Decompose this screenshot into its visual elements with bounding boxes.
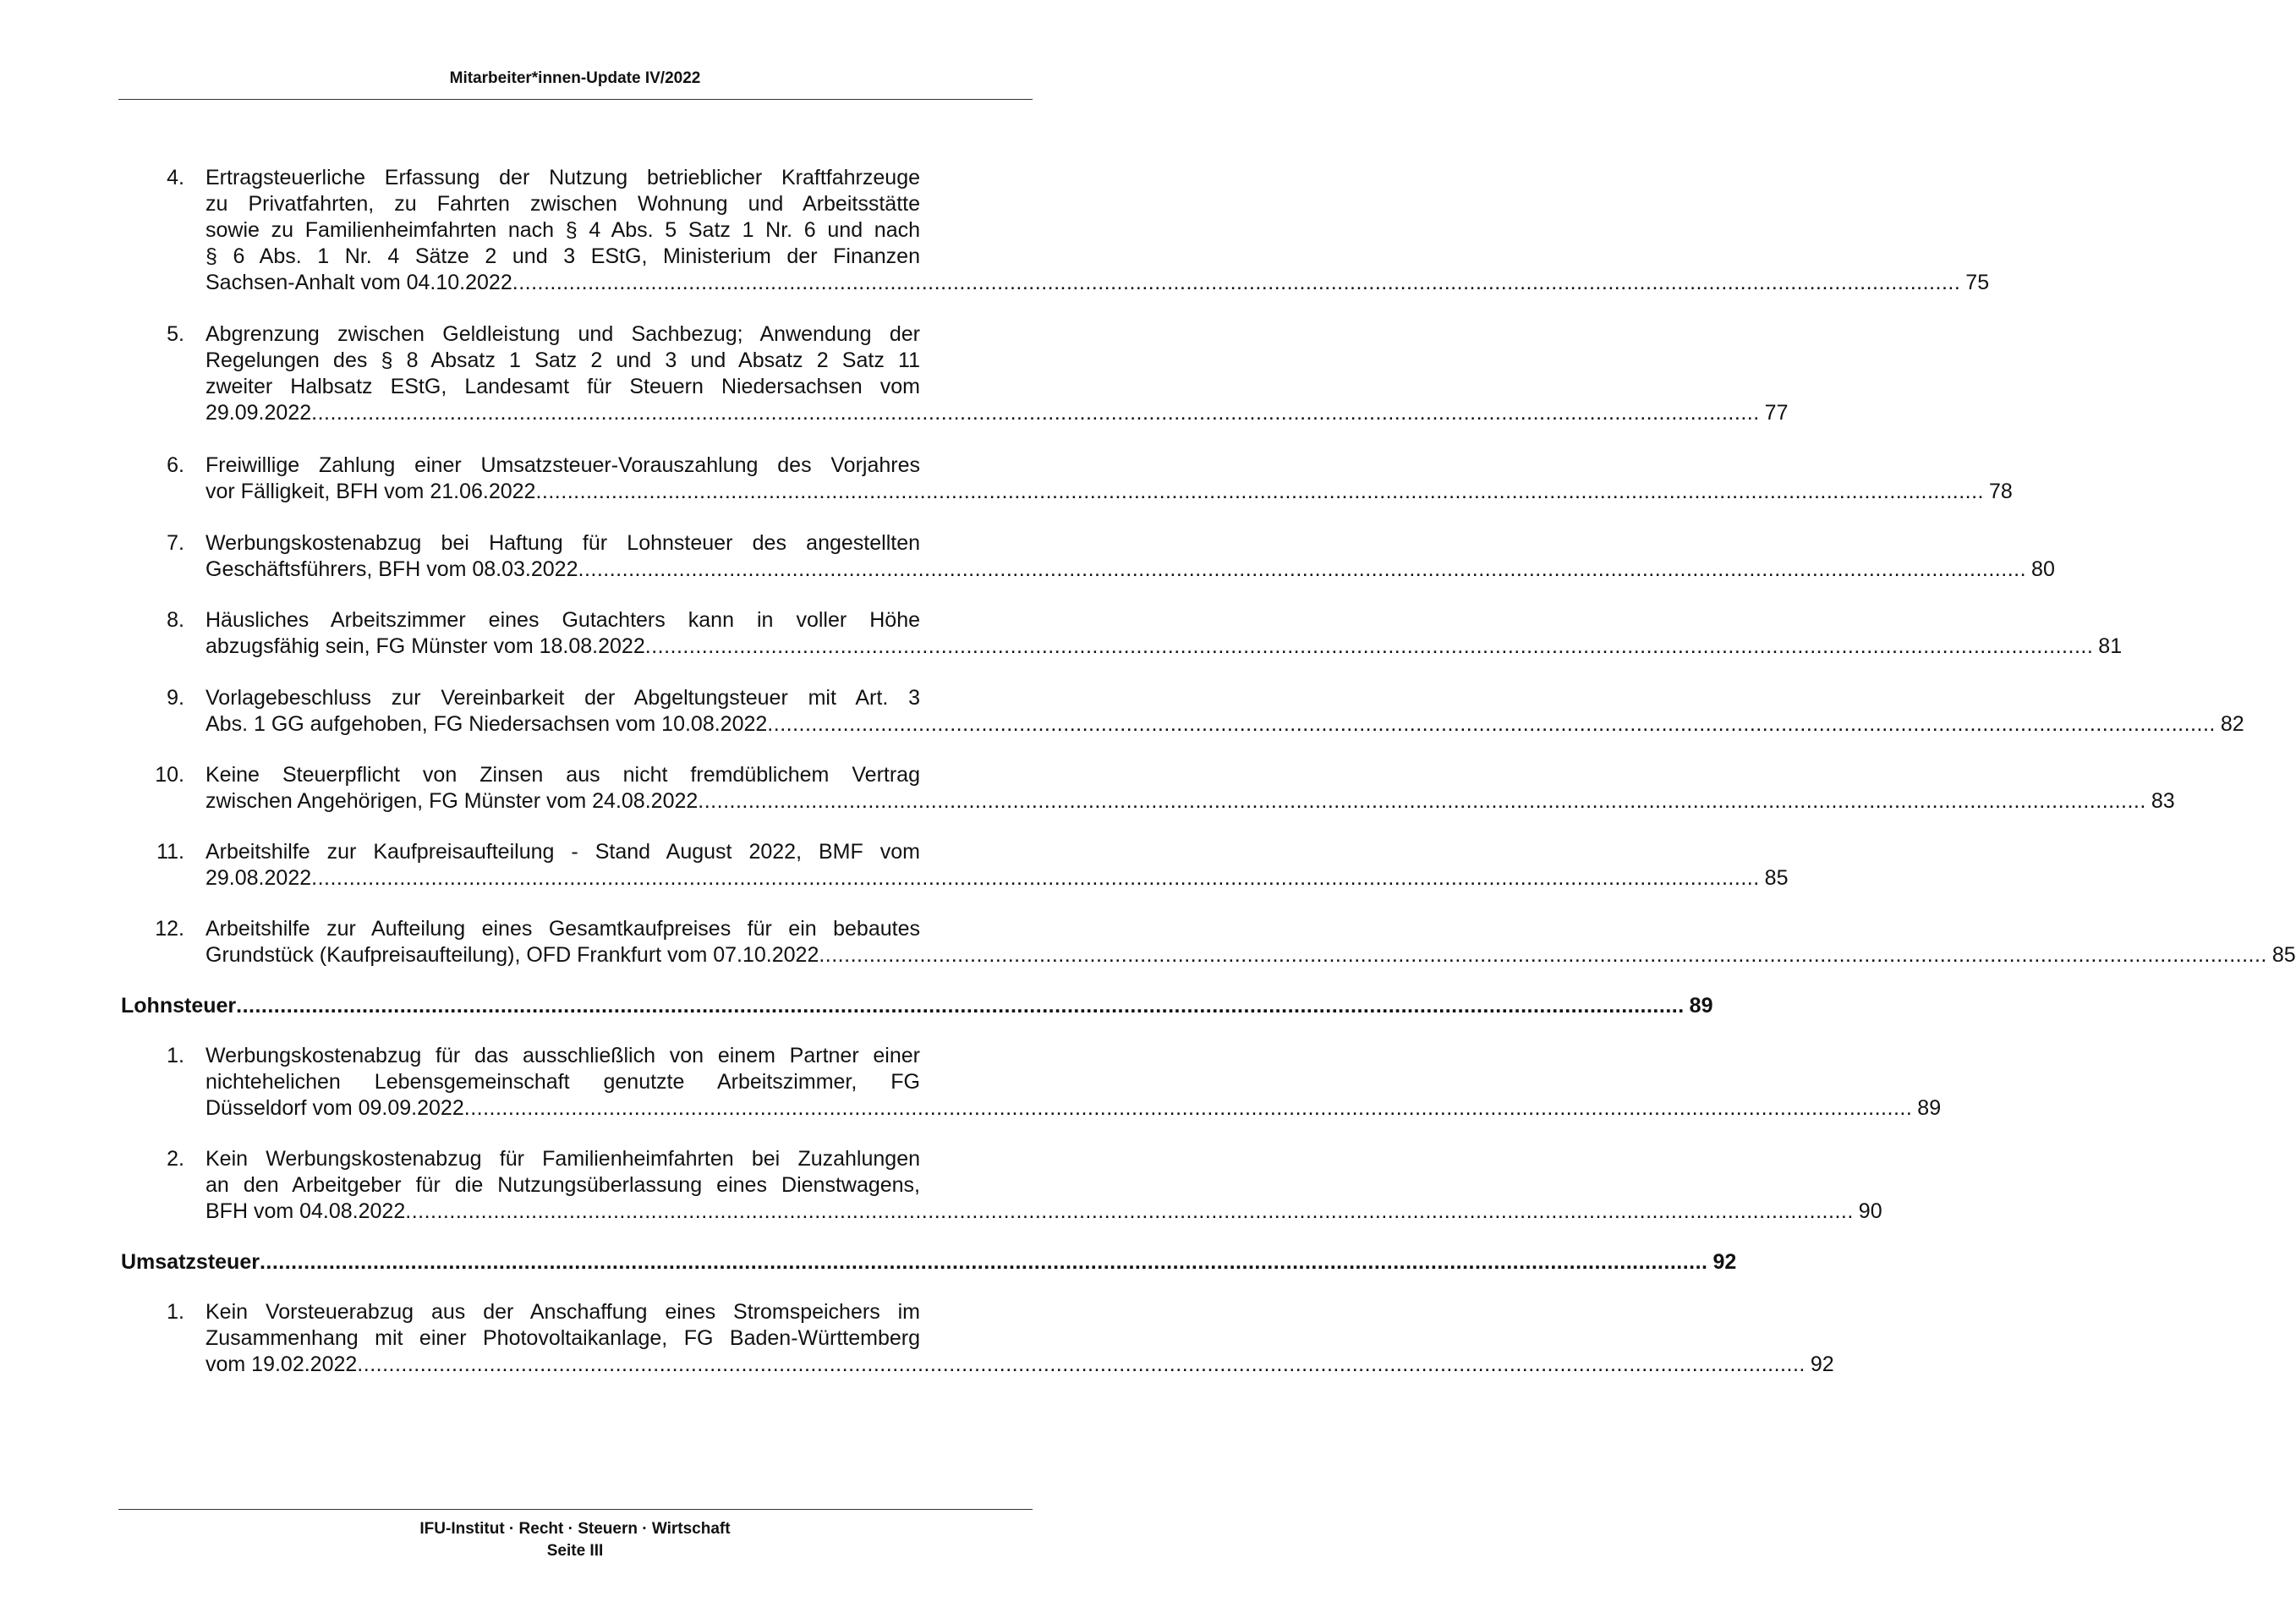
toc-entry-text <box>205 607 2123 660</box>
toc-entry-last-line <box>205 479 2013 505</box>
dot-leader: ...................................................................................................................................................................................................................................... <box>311 401 1760 425</box>
toc-entry-last-line <box>205 400 1789 426</box>
dot-leader: ...................................................................................................................................................................................................................................... <box>311 866 1760 890</box>
toc-entry-number: 4. <box>167 166 184 189</box>
dot-leader: ...................................................................................................................................................................................................................................... <box>698 789 2146 813</box>
toc-entry-line: 29.09.2022 <box>205 401 312 425</box>
toc-entry-text <box>205 1043 1942 1122</box>
toc-entry-line: Abs. 1 GG aufgehoben, FG Niedersachsen vom 10.08.2022 <box>205 712 768 736</box>
dot-leader: ...................................................................................................................................................................................................................................... <box>236 994 1685 1018</box>
toc-entry-line: an den Arbeitgeber für die Nutzungsüberlassung eines Dienstwagens, <box>205 1173 920 1197</box>
toc-entry-number: 6. <box>167 453 184 477</box>
dot-leader: ...................................................................................................................................................................................................................................... <box>535 480 1985 503</box>
toc-entry-line: Düsseldorf vom 09.09.2022 <box>205 1096 464 1120</box>
toc-entry-line: zu Privatfahrten, zu Fahrten zwischen Wohnung und Arbeitsstätte <box>205 192 920 216</box>
footer-page-number: Seite III <box>546 1542 604 1560</box>
toc-entry-text <box>205 453 2013 505</box>
toc-entry-line: Ertragsteuerliche Erfassung der Nutzung betrieblicher Kraftfahrzeuge <box>205 166 920 189</box>
dot-leader: ...................................................................................................................................................................................................................................... <box>357 1352 1806 1376</box>
toc-entry-number: 12. <box>155 917 184 941</box>
toc-entry-line: abzugsfähig sein, FG Münster vom 18.08.2022 <box>205 634 645 658</box>
dot-leader: ...................................................................................................................................................................................................................................... <box>512 271 1961 294</box>
dot-leader: ...................................................................................................................................................................................................................................... <box>405 1199 1854 1223</box>
toc-entry-text <box>205 762 2175 815</box>
toc-entry-line: Freiwillige Zahlung einer Umsatzsteuer-Vorauszahlung des Vorjahres <box>205 453 920 477</box>
footer-divider <box>118 1509 1033 1510</box>
toc-entry-last-line <box>205 865 1789 892</box>
toc-entry-last-line <box>205 942 2296 968</box>
toc-entry-line: zwischen Angehörigen, FG Münster vom 24.08.2022 <box>205 789 699 813</box>
footer-institute: IFU-Institut · Recht · Steuern · Wirtschaft <box>419 1520 731 1538</box>
toc-page-number: 81 <box>2098 634 2123 658</box>
toc-entry-number: 5. <box>167 322 184 346</box>
toc-entry-text <box>205 916 2296 968</box>
toc-entry-number: 8. <box>167 608 184 632</box>
toc-entry-line: BFH vom 04.08.2022 <box>205 1199 406 1223</box>
toc-entry-text <box>205 1146 1882 1225</box>
toc-entry-text <box>205 1299 1834 1378</box>
toc-page-number: 92 <box>1810 1352 1834 1376</box>
dot-leader: ...................................................................................................................................................................................................................................... <box>578 557 2027 581</box>
toc-entry-last-line <box>205 1352 1834 1378</box>
toc-page-number: 89 <box>1689 994 1713 1018</box>
toc-entry-line: zweiter Halbsatz EStG, Landesamt für Steuern Niedersachsen vom <box>205 375 920 398</box>
toc-entry-line: Kein Werbungskostenabzug für Familienheimfahrten bei Zuzahlungen <box>205 1147 920 1171</box>
toc-entry-number: 7. <box>167 531 184 555</box>
toc-entry-line: Sachsen-Anhalt vom 04.10.2022 <box>205 271 512 294</box>
dot-leader: ...................................................................................................................................................................................................................................... <box>259 1250 1708 1274</box>
dot-leader: ...................................................................................................................................................................................................................................... <box>644 634 2094 658</box>
toc-page-number: 80 <box>2031 557 2055 581</box>
toc-entry-line: sowie zu Familienheimfahrten nach § 4 Abs. 5 Satz 1 Nr. 6 und nach <box>205 218 920 242</box>
section-title: Umsatzsteuer <box>121 1250 260 1274</box>
toc-entry-number: 1. <box>167 1044 184 1067</box>
toc-entry-line: Regelungen des § 8 Absatz 1 Satz 2 und 3 und Absatz 2 Satz 11 <box>205 348 920 372</box>
toc-entry-line: Arbeitshilfe zur Aufteilung eines Gesamtkaufpreises für ein bebautes <box>205 917 920 941</box>
section-title: Lohnsteuer <box>121 994 237 1018</box>
toc-entry-text <box>205 839 1789 892</box>
toc-entry-line: Arbeitshilfe zur Kaufpreisaufteilung - Stand August 2022, BMF vom <box>205 840 920 864</box>
toc-entry-last-line <box>205 634 2123 660</box>
toc-entry-number: 10. <box>155 763 184 787</box>
toc-entry-last-line <box>205 557 2055 583</box>
toc-entry-last-line <box>205 1199 1882 1225</box>
toc-entry-number: 9. <box>167 686 184 710</box>
toc-entry-text <box>205 685 2244 738</box>
toc-entry-line: vor Fälligkeit, BFH vom 21.06.2022 <box>205 480 536 503</box>
toc-page-number: 85 <box>1764 866 1789 890</box>
toc-page-number: 78 <box>1989 480 2013 503</box>
toc-entry-line: Abgrenzung zwischen Geldleistung und Sachbezug; Anwendung der <box>205 322 920 346</box>
toc-entry-line: Kein Vorsteuerabzug aus der Anschaffung eines Stromspeichers im <box>205 1300 920 1324</box>
page-header-title: Mitarbeiter*innen-Update IV/2022 <box>449 69 701 87</box>
toc-entry-number: 2. <box>167 1147 184 1171</box>
toc-entry-line: Werbungskostenabzug für das ausschließlich von einem Partner einer <box>205 1044 920 1067</box>
toc-entry-last-line <box>205 711 2244 738</box>
toc-entry-text <box>205 321 1789 426</box>
toc-page-number: 82 <box>2220 712 2244 736</box>
toc-page-number: 90 <box>1858 1199 1882 1223</box>
toc-entry-last-line <box>205 1095 1942 1122</box>
toc-entry-line: Grundstück (Kaufpreisaufteilung), OFD Frankfurt vom 07.10.2022 <box>205 943 819 967</box>
toc-page-number: 83 <box>2151 789 2175 813</box>
toc-entry-line: Vorlagebeschluss zur Vereinbarkeit der Abgeltungsteuer mit Art. 3 <box>205 686 920 710</box>
toc-entry-line: Keine Steuerpflicht von Zinsen aus nicht fremdüblichem Vertrag <box>205 763 920 787</box>
toc-page-number: 75 <box>1965 271 1990 294</box>
toc-entry-line: nichtehelichen Lebensgemeinschaft genutzte Arbeitszimmer, FG <box>205 1070 920 1094</box>
toc-entry-text <box>205 530 2055 583</box>
toc-entry-line: Häusliches Arbeitszimmer eines Gutachters kann in voller Höhe <box>205 608 920 632</box>
toc-entry-line: Werbungskostenabzug bei Haftung für Lohnsteuer des angestellten <box>205 531 920 555</box>
toc-section-heading[interactable] <box>121 993 1713 1019</box>
toc-entry-text <box>205 165 1990 296</box>
toc-page-number: 89 <box>1917 1096 1942 1120</box>
toc-entry-line: Zusammenhang mit einer Photovoltaikanlage, FG Baden-Württemberg <box>205 1326 920 1350</box>
toc-page-number: 92 <box>1712 1250 1737 1274</box>
toc-entry-line: vom 19.02.2022 <box>205 1352 358 1376</box>
toc-page-number: 85 <box>2271 943 2296 967</box>
toc-section-heading[interactable] <box>121 1249 1737 1276</box>
toc-entry-line: Geschäftsführers, BFH vom 08.03.2022 <box>205 557 578 581</box>
dot-leader: ...................................................................................................................................................................................................................................... <box>463 1096 1913 1120</box>
toc-entry-number: 11. <box>156 840 184 864</box>
toc-entry-last-line <box>205 270 1990 296</box>
toc-entry-number: 1. <box>167 1300 184 1324</box>
toc-page-number: 77 <box>1764 401 1789 425</box>
dot-leader: ...................................................................................................................................................................................................................................... <box>767 712 2216 736</box>
dot-leader: ...................................................................................................................................................................................................................................... <box>819 943 2267 967</box>
toc-entry-line: 29.08.2022 <box>205 866 312 890</box>
toc-entry-last-line <box>205 788 2175 815</box>
toc-entry-line: § 6 Abs. 1 Nr. 4 Sätze 2 und 3 EStG, Ministerium der Finanzen <box>205 244 920 268</box>
